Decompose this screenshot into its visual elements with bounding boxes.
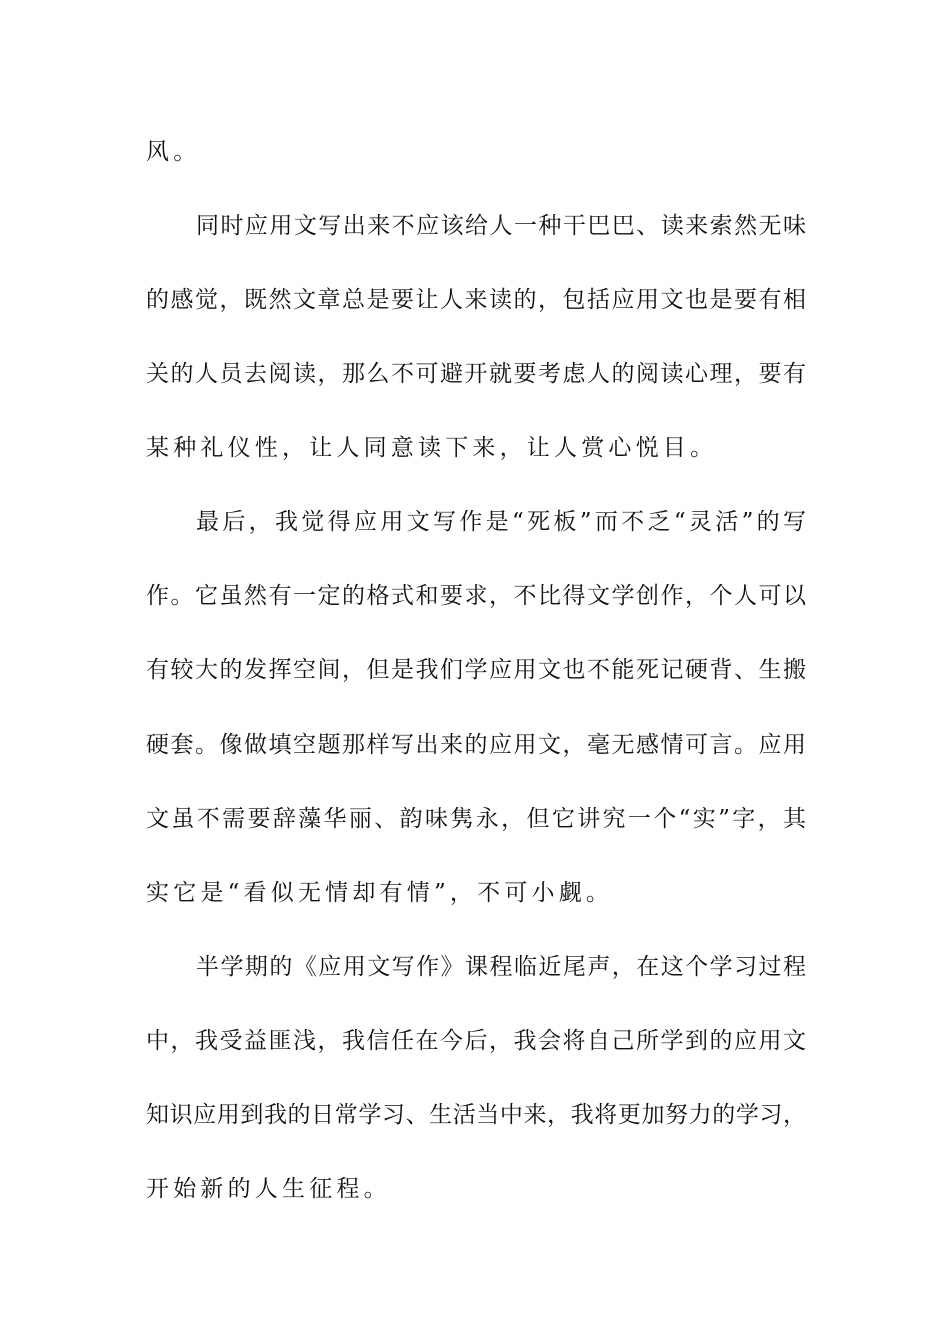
paragraph-2-line-6: 实它是“看似无情却有情”，不可小觑。 [146,880,614,906]
paragraph-2-line-2: 作。它虽然有一定的格式和要求，不比得文学创作，个人可以 [146,583,806,609]
text-line-1: 风。 [146,139,201,165]
paragraph-3-line-2: 中，我受益匪浅，我信任在今后，我会将自己所学到的应用文 [146,1028,806,1054]
paragraph-1-line-3: 关的人员去阅读，那么不可避开就要考虑人的阅读心理，要有 [146,361,806,387]
paragraph-2-line-1: 最后，我觉得应用文写作是“死板”而不乏“灵活”的写 [196,509,806,535]
paragraph-2-line-5: 文虽不需要辞藻华丽、韵味隽永，但它讲究一个“实”字，其 [146,806,806,832]
paragraph-2-line-4: 硬套。像做填空题那样写出来的应用文，毫无感情可言。应用 [146,732,806,758]
paragraph-1-line-4: 某种礼仪性，让人同意读下来，让人赏心悦目。 [146,435,718,461]
paragraph-3-line-4: 开始新的人生征程。 [146,1176,391,1202]
paragraph-1-line-2: 的感觉，既然文章总是要让人来读的，包括应用文也是要有相 [146,287,806,313]
paragraph-2-line-3: 有较大的发挥空间，但是我们学应用文也不能死记硬背、生搬 [146,657,806,683]
paragraph-3-line-3: 知识应用到我的日常学习、生活当中来，我将更加努力的学习， [146,1102,806,1128]
paragraph-1-line-1: 同时应用文写出来不应该给人一种干巴巴、读来索然无味 [196,213,806,239]
paragraph-3-line-1: 半学期的《应用文写作》课程临近尾声，在这个学习过程 [196,954,806,980]
